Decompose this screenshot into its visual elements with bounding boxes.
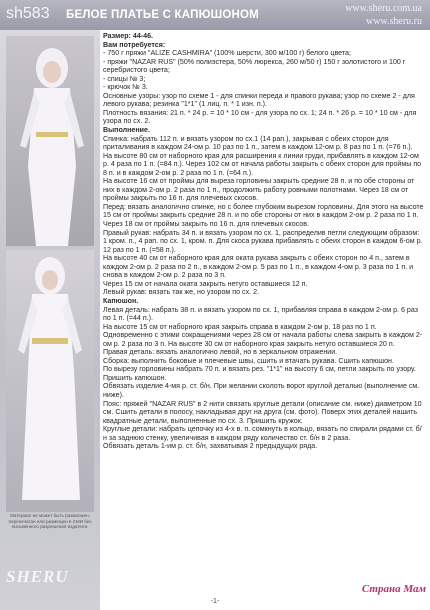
materials-line: - пряжи "NAZAR RUS" (50% полиэстера, 50% люрекса, 260 м/50 г) 150 г золотистого и 100 г серебристого цвета; [103, 57, 406, 75]
round-pieces-paragraph: Обвязать деталь 1-им р. ст. б/н, захватывая 2 предыдущих ряда. [103, 442, 318, 451]
front-paragraph: Перед: вязать аналогично спинке, но с более глубоким вырезом горловины. Для этого на высоте 15 см от проймы закрыть средние 28 п. и по обе стороны от них в каждом 2-ом р. 2 раза по 1 п. Через 18 см от проймы закрыть по 16 п. для плечевых скосов. [103, 202, 424, 229]
right-sleeve-paragraph: Правый рукав: набрать 34 п. и вязать узором по сх. 1, распределив петли следующим образом: 1 кром. п., 4 рап. по сх. 1, кром. п. Для скоса рукава прибавлять с обеих сторон в каждом 6-ом р. 12 раз по 1 п. (=58 п.). [103, 228, 423, 254]
size-line: Размер: 44-46. [103, 32, 153, 40]
hood-left-paragraph: Левая деталь: набрать 38 п. и вязать узором по сх. 1, прибавляя справа в каждом 2-ом р. 6 раз по 1 п. (=44 п.). [103, 305, 418, 323]
patterns-paragraph: Основные узоры: узор по схеме 1 - для спинки переда и правого рукава; узор по схеме 2 - для левого рукава; резинка "1*1" (1 лиц. п. * 1 изн. п.). [103, 91, 415, 109]
materials-line: - крючок № 3. [103, 83, 148, 92]
pattern-description [103, 32, 425, 451]
assembly-paragraph: Обвязать изделие 4-мя р. ст. б/н. При желании сколоть ворот круглой деталью (выполнение см. ниже). [103, 382, 420, 399]
back-paragraph: Спинка: набрать 112 п. и вязать узором по сх.1 (14 рап.), закрывая с обеих сторон для приталивания в каждом 24-ом р. 10 раз по 1 п., затем в каждом 12-ом р. 8 раз по 1 п. (=76 п.). [103, 134, 413, 152]
back-paragraph: На высоте 16 см от проймы для выреза горловины закрыть средние 28 п. и по обе стороны от них в каждом 2-ом р. 2 раза по 1 п., продолжить работу ровными полотнами. Через 18 см от проймы закрыть по 16 п. для плечевых скосов. [103, 177, 415, 203]
section-heading: Выполнение. [103, 126, 150, 135]
page-number: -1- [210, 598, 220, 605]
hood-paragraph: На высоте 15 см от наборного края закрыть справа в каждом 2-ом р. 18 раз по 1 п. [103, 322, 377, 331]
materials-line: - спицы № 3; [103, 74, 146, 83]
materials-line: - 750 г пряжи "ALIZE CASHMIRA" (100% шерсти, 300 м/100 г) белого цвета; [103, 49, 351, 58]
hood-right-paragraph: Правая деталь: вязать аналогично левой, но в зеркальном отражении. [103, 348, 338, 357]
watermark: Страна Мам [361, 583, 426, 595]
site-url-ru[interactable]: www.sheru.ru [365, 16, 422, 27]
site-url-ua[interactable]: www.sheru.com.ua [345, 3, 422, 14]
sleeve-paragraph: На высоте 40 см от наборного края для оката рукава закрыть с обеих сторон по 4 п., затем в каждом 2-ом р. 2 раза по 2 п., в каждом 2-ом р. 5 раз по 1 п., в каждом 4-ом р. 3 раза по 1 п. и снова в каждом 2-ом р. 2 раза по 3 п. [103, 254, 414, 280]
sleeve-paragraph: Через 15 см от начала оката закрыть нетуго оставшиеся 12 п. [103, 279, 308, 288]
materials-heading: Вам потребуется: [103, 40, 166, 49]
round-pieces-paragraph: Круглые детали: набрать цепочку из 4-х в. п. сомкнуть в кольцо, вязать по спирали рядами ст. б/н за заднюю стенку, увеличивая в каждом ряду количество ст. б/н в 2 раза. [103, 425, 422, 442]
gauge-paragraph: Плотность вязания: 21 п. * 24 р. = 10 * 10 см - для узора по сх. 1; 24 п. * 26 р. = 10 * 10 см - для узора по сх. 2. [103, 108, 417, 126]
assembly-paragraph: По вырезу горловины набрать 70 п. и вязать рез. "1*1" на высоту 6 см, петли закрыть по узору. Пришить капюшон. [103, 365, 416, 382]
model-full-illustration [6, 250, 94, 512]
hood-paragraph: Одновременно с этими сокращениями через 28 см от начала работы слева закрыть в каждом 2-ом р. 2 раза по 3 п. На высоте 30 см от наборного края закрыть нетуго оставшиеся 20 п. [103, 331, 423, 348]
back-paragraph: На высоте 80 см от наборного края для расширения к линии груди, прибавлять в каждом 12-ом р. 4 раза по 1 п. (=84 п.). Через 102 см от начала работы закрыть с обеих сторон для проймы по 8 п. и в каждом 2-ом р. 2 раза по 1 п. (=64 п.). [103, 151, 422, 177]
belt-paragraph: Пояс: пряжей "NAZAR RUS" в 2 нити связать круглые детали (описание см. ниже) диаметром 10 см. Сшить детали в полосу, накладывая друг на друга (см. фото). Поверх этих деталей нашить квадратные детали, выполненные по сх. 3. Пришить кружок. [103, 399, 422, 425]
brand-logo: SHERU [6, 567, 69, 586]
model-photo-bottom [6, 250, 94, 512]
model-figure-illustration [6, 36, 94, 246]
model-photo-top [6, 36, 94, 246]
section-heading: Капюшон. [103, 296, 139, 305]
copyright-note: Материал не может быть размножен, перепечатан или размещен в СМИ без письменного разрешения издателя. [8, 513, 92, 530]
page-title: БЕЛОЕ ПЛАТЬЕ С КАПЮШОНОМ [66, 9, 259, 21]
header-bar [0, 0, 430, 30]
left-sleeve-paragraph: Левый рукав: вязать так же, но узором по сх. 2. [103, 288, 259, 297]
assembly-paragraph: Сборка: выполнить боковые и плечевые швы, сшить и втачать рукава. Сшить капюшон. [103, 356, 394, 365]
pattern-code: sh583 [6, 5, 50, 22]
